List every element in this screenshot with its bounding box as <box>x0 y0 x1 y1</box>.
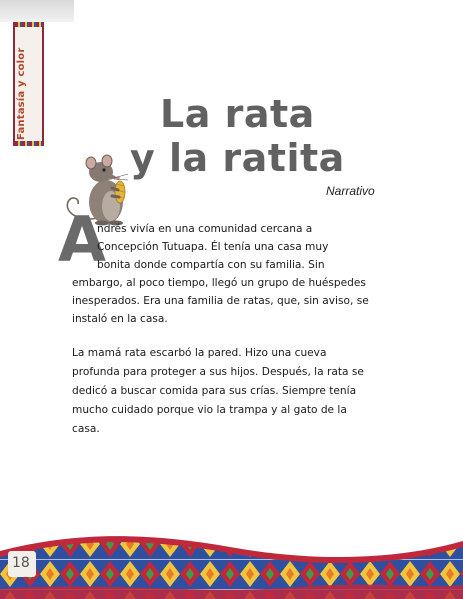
series-label <box>16 48 27 140</box>
genre-label: Narrativo <box>326 184 375 198</box>
banner-stripe-top <box>15 22 42 27</box>
paragraph-1-line: instaló en la casa. <box>72 313 168 325</box>
story-title <box>120 92 380 180</box>
banner-stripe-bottom <box>15 141 42 146</box>
paragraph-1-line: embargo, al poco tiempo, llegó un grupo de huéspedes <box>72 277 366 289</box>
corner-tab <box>0 0 74 22</box>
paragraph-1-line: ndrés vivía en una comunidad cercana a <box>97 223 313 235</box>
page-number: 18 <box>12 555 30 571</box>
woven-textile-band <box>0 529 463 599</box>
series-banner <box>13 22 44 146</box>
title-line-2: y la ratita <box>130 136 345 180</box>
drop-cap: A <box>58 203 106 276</box>
title-line-1: La rata <box>160 92 315 136</box>
paragraph-2: La mamá rata escarbó la pared. Hizo una cueva profunda para proteger a sus hijos. Después, la rata se dedicó a buscar comida para sus crías. Siempre tenía mucho cuidado porque vio la trampa y al gato de la casa. <box>72 347 364 435</box>
paragraph-1-line: inesperados. Era una familia de ratas, que, sin aviso, se <box>72 295 369 307</box>
series-title: Fantasía y color <box>16 47 27 140</box>
paragraph-1-line: bonita donde compartía con su familia. Sin <box>97 259 325 271</box>
paragraph-1-line: Concepción Tutuapa. Él tenía una casa muy <box>97 241 329 253</box>
